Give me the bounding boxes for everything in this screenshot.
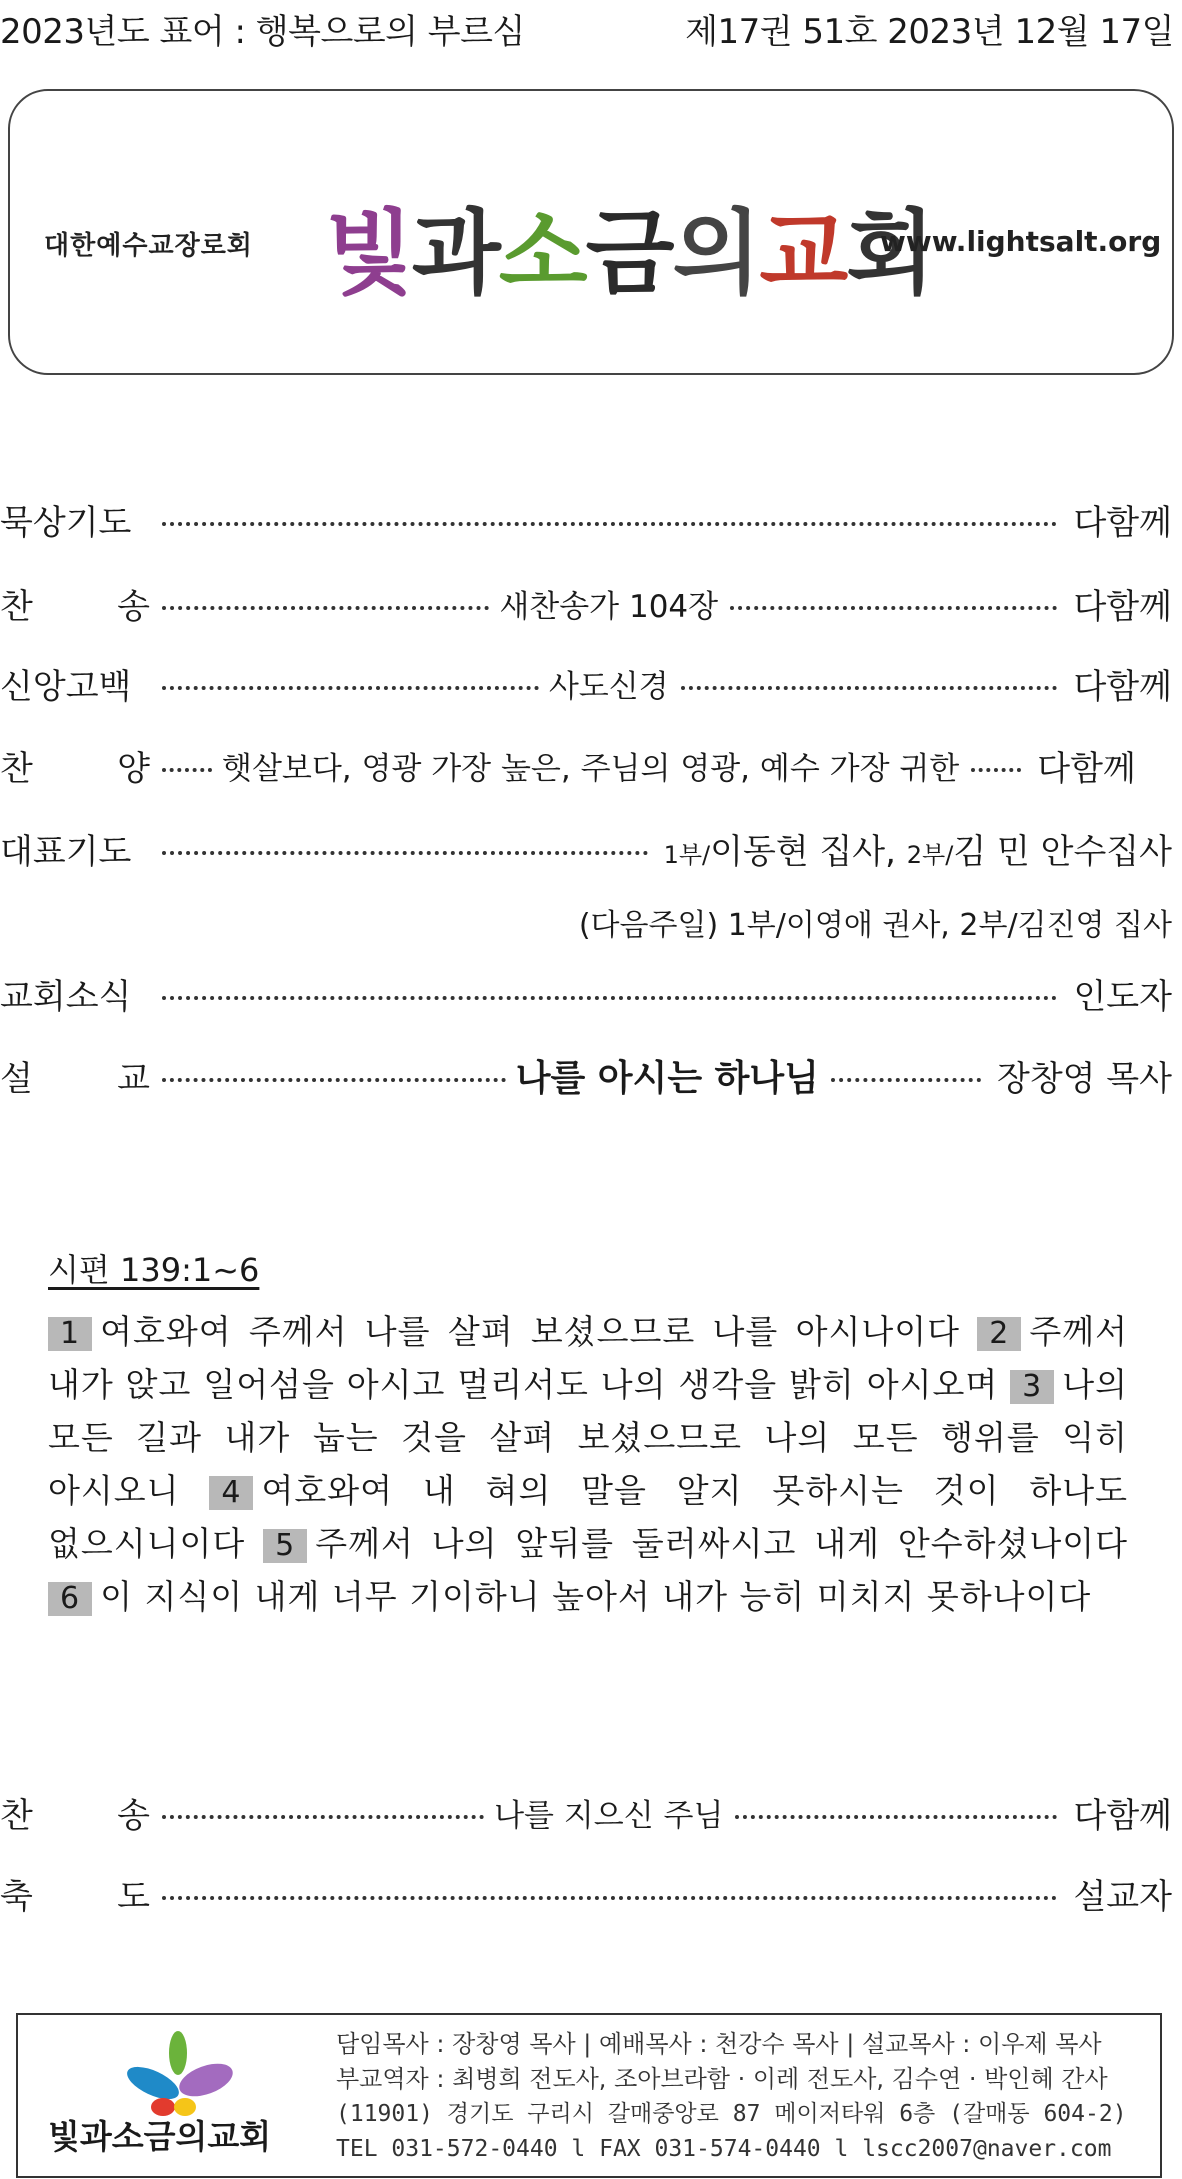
order-leader: 장창영 목사 xyxy=(996,1058,1172,1099)
order-row xyxy=(0,658,1172,708)
logo-char: 금 xyxy=(585,199,673,307)
dotted-leader xyxy=(162,686,539,690)
order-row xyxy=(0,578,1172,628)
scripture-text xyxy=(48,1305,1128,1623)
footer-contact-info xyxy=(336,2027,1127,2167)
footer-phone-email: TEL 031-572-0440 l FAX 031-574-0440 l lscc2007@naver.com xyxy=(336,2136,1112,2162)
verse-text: 여호와여 내 혀의 말을 알지 못하시는 것이 하나도 없으시니이다 xyxy=(48,1471,1128,1563)
verse-text: 나의 모든 길과 내가 눕는 것을 살펴 보셨으므로 나의 모든 행위를 익히 아시오니 xyxy=(48,1365,1128,1510)
footer-church-name: 빛과소금의교회 xyxy=(48,2117,272,2156)
issue-date: 제17권 51호 2023년 12월 17일 xyxy=(685,12,1174,52)
dotted-leader xyxy=(162,606,489,610)
dotted-leader xyxy=(730,606,1057,610)
closing-label: 찬 송 xyxy=(0,1795,150,1836)
dotted-leader xyxy=(162,522,1057,526)
verse-text: 이 지식이 내게 너무 기이하니 높아서 내가 능히 미치지 못하나이다 xyxy=(100,1577,1092,1616)
closing-leader: 다함께 xyxy=(1073,1795,1173,1836)
order-label: 대표기도 xyxy=(0,831,132,872)
order-label: 묵상기도 xyxy=(0,502,132,543)
order-row xyxy=(0,494,1172,544)
verse-text: 주께서 나의 앞뒤를 둘러싸시고 내게 안수하셨나이다 xyxy=(315,1524,1128,1563)
order-leader: 다함께 xyxy=(1073,586,1172,627)
footer-staff: 부교역자 : 최병희 전도사, 조아브라함 · 이레 전도사, 김수연 · 박인혜 간사 xyxy=(336,2065,1108,2093)
closing-detail: 나를 지으신 주님 xyxy=(494,1797,724,1834)
order-detail: 햇살보다, 영광 가장 높은, 주님의 영광, 예수 가장 귀한 xyxy=(222,750,960,787)
order-leader: 다함께 xyxy=(1073,502,1172,543)
logo-char: 소 xyxy=(498,199,586,307)
verse-number: 5 xyxy=(263,1529,307,1563)
order-leader: 다함께 xyxy=(1037,748,1136,789)
order-detail: 새찬송가 104장 xyxy=(499,588,719,625)
order-detail: 나를 아시는 하나님 xyxy=(515,1057,819,1099)
footer-pastors: 담임목사 : 장창영 목사 | 예배목사 : 천강수 목사 | 설교목사 : 이우제 목사 xyxy=(336,2030,1102,2058)
order-leader: 인도자 xyxy=(1073,976,1172,1017)
verse-number: 4 xyxy=(209,1476,253,1510)
logo-char: 교 xyxy=(759,199,847,307)
next-week-prayer: (다음주일) 1부/이영애 권사, 2부/김진영 집사 xyxy=(578,908,1172,943)
dotted-leader xyxy=(162,1896,1057,1900)
order-detail: 사도신경 xyxy=(548,668,669,705)
closing-row xyxy=(0,1787,1172,1837)
order-row xyxy=(0,968,1172,1018)
order-row xyxy=(0,740,1172,790)
verse-number: 1 xyxy=(48,1317,92,1351)
order-leader: 다함께 xyxy=(1073,666,1172,707)
verse-number: 6 xyxy=(48,1582,92,1616)
logo-char: 과 xyxy=(411,199,499,307)
dotted-leader xyxy=(162,768,212,772)
order-label: 교회소식 xyxy=(0,976,132,1017)
verse-text: 주께서 내가 앉고 일어섬을 아시고 멀리서도 나의 생각을 밝히 아시오며 xyxy=(48,1312,1128,1404)
church-footer xyxy=(16,2013,1162,2178)
church-website: www.lightsalt.org xyxy=(880,225,1162,258)
order-row xyxy=(0,823,1172,873)
dotted-leader xyxy=(162,1078,506,1082)
dotted-leader xyxy=(735,1815,1057,1819)
yearly-motto: 2023년도 표어 : 행복으로의 부르심 xyxy=(0,12,525,52)
logo-char: 빛 xyxy=(325,199,412,307)
bulletin-header xyxy=(0,4,1182,54)
closing-row xyxy=(0,1868,1172,1918)
verse-text: 여호와여 주께서 나를 살펴 보셨으므로 나를 아시나이다 xyxy=(100,1312,978,1351)
scripture-reference: 시편 139:1~6 xyxy=(48,1251,260,1289)
footer-address: (11901) 경기도 구리시 갈매중앙로 87 메이저타워 6층 (갈매동 604-2) xyxy=(336,2101,1127,2127)
denomination-label: 대한예수교장로회 xyxy=(44,231,253,261)
order-leader: 1부/이동현 집사, 2부/김 민 안수집사 xyxy=(663,831,1172,872)
dotted-leader xyxy=(162,851,648,855)
order-label: 설 교 xyxy=(0,1058,150,1099)
logo-char: 회 xyxy=(846,199,934,307)
order-row xyxy=(0,1050,1172,1100)
order-label: 찬 송 xyxy=(0,586,150,627)
dotted-leader xyxy=(162,1815,484,1819)
order-label: 찬 양 xyxy=(0,748,150,789)
closing-leader: 설교자 xyxy=(1073,1876,1172,1917)
logo-char: 의 xyxy=(672,199,760,307)
verse-number: 2 xyxy=(977,1317,1021,1351)
closing-label: 축 도 xyxy=(0,1876,150,1917)
dotted-leader xyxy=(971,768,1021,772)
order-label: 신앙고백 xyxy=(0,666,132,707)
verse-number: 3 xyxy=(1010,1370,1054,1404)
dotted-leader xyxy=(831,1078,981,1082)
church-name-logo xyxy=(325,180,933,312)
dotted-leader xyxy=(162,996,1057,1000)
dotted-leader xyxy=(681,686,1058,690)
